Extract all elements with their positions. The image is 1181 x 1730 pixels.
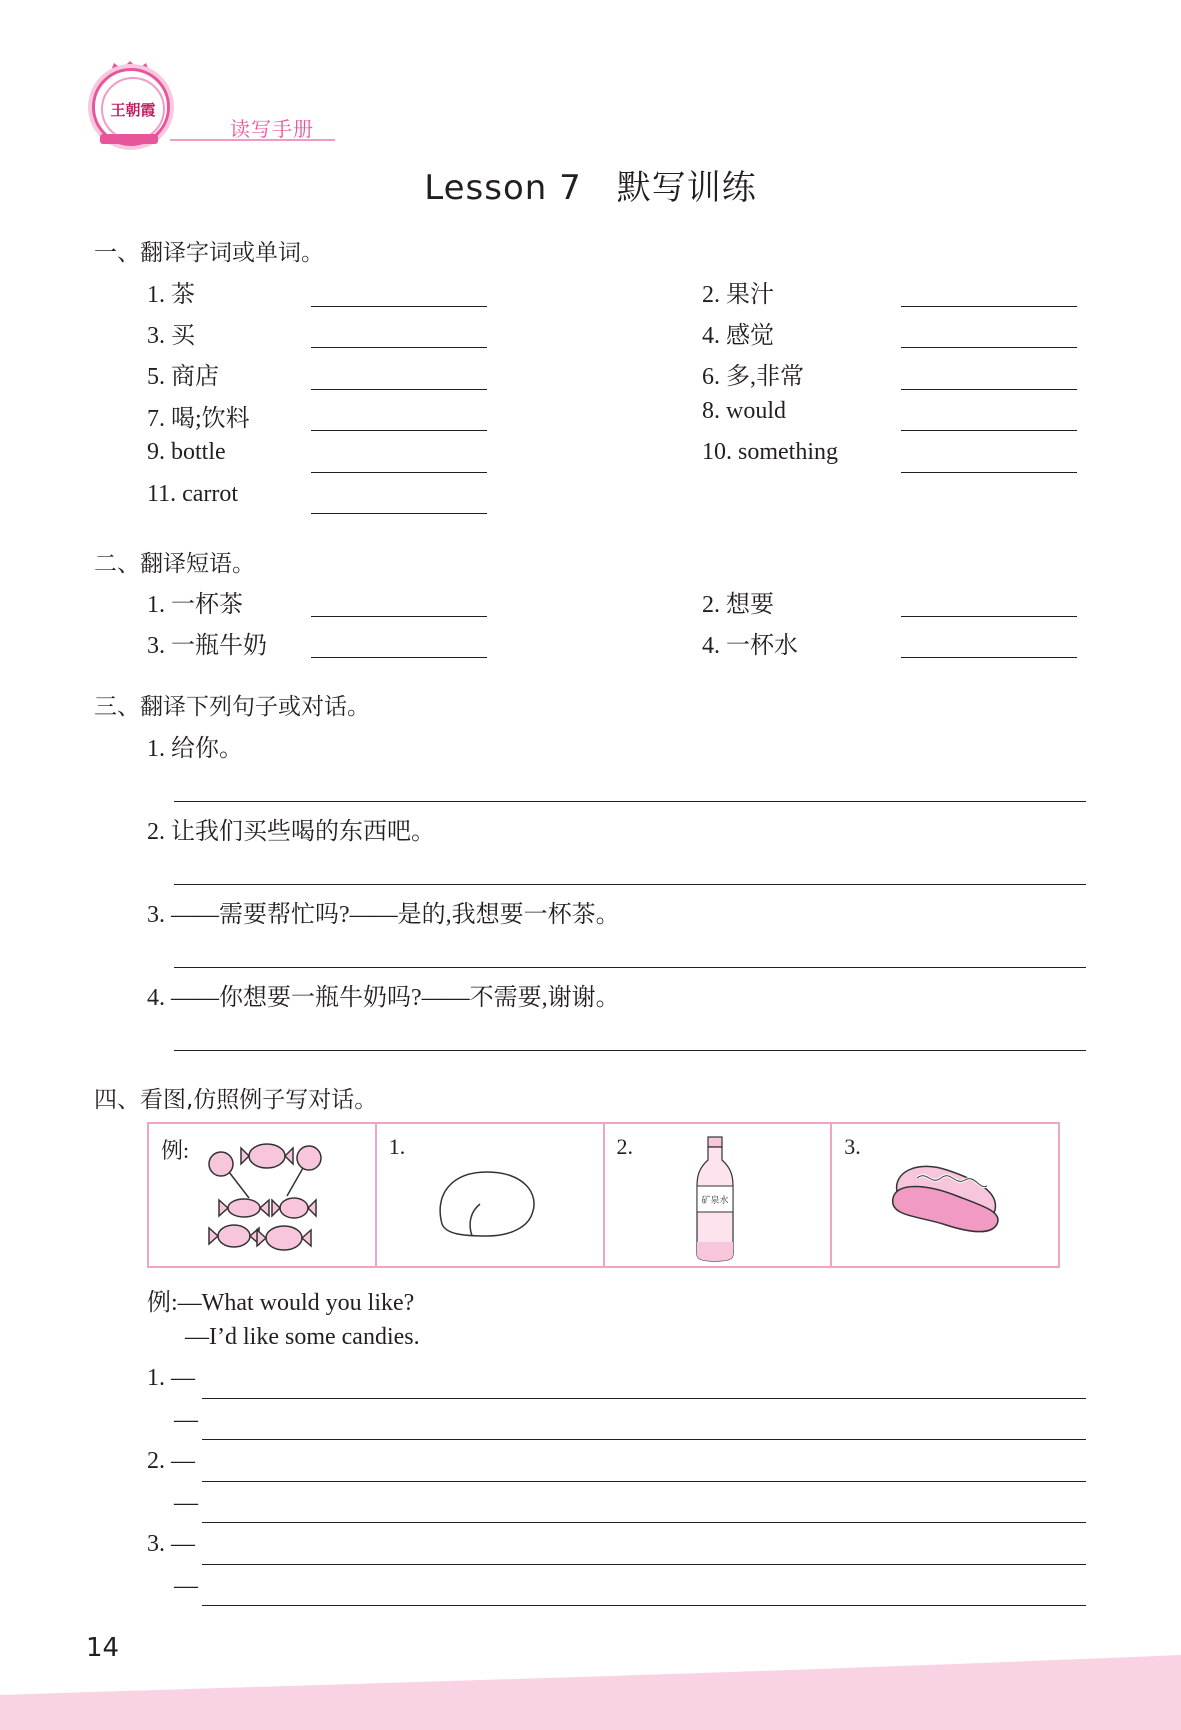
vocab-item: 5. 商店 bbox=[147, 364, 219, 390]
sentence-item: 3. ——需要帮忙吗?——是的,我想要一杯茶。 bbox=[147, 902, 620, 928]
example-dialogue: 例:—What would you like? bbox=[147, 1290, 415, 1316]
vocab-item: 2. 果汁 bbox=[702, 282, 774, 308]
answer-blank[interactable] bbox=[311, 472, 487, 473]
section-title: 一、翻译字词或单词。 bbox=[94, 240, 324, 266]
bread-icon bbox=[432, 1154, 542, 1244]
answer-blank[interactable] bbox=[311, 306, 487, 307]
picture-label: 例: bbox=[161, 1138, 190, 1163]
answer-blank[interactable] bbox=[901, 430, 1077, 431]
logo-ribbon bbox=[100, 134, 158, 144]
section-title: 三、翻译下列句子或对话。 bbox=[94, 694, 370, 720]
answer-blank[interactable] bbox=[901, 306, 1077, 307]
sentence-item: 4. ——你想要一瓶牛奶吗?——不需要,谢谢。 bbox=[147, 985, 620, 1011]
footer-band bbox=[0, 1655, 1181, 1730]
dialogue-number: 1. — bbox=[147, 1365, 195, 1391]
phrase-item: 3. 一瓶牛奶 bbox=[147, 633, 267, 659]
answer-line[interactable] bbox=[202, 1605, 1086, 1606]
picture-cell bbox=[605, 1124, 833, 1266]
answer-line[interactable] bbox=[174, 967, 1086, 968]
answer-blank[interactable] bbox=[311, 430, 487, 431]
answer-blank[interactable] bbox=[311, 657, 487, 658]
dialogue-dash: — bbox=[174, 1490, 198, 1516]
answer-blank[interactable] bbox=[901, 347, 1077, 348]
section-title: 二、翻译短语。 bbox=[94, 551, 255, 577]
answer-blank[interactable] bbox=[311, 513, 487, 514]
answer-blank[interactable] bbox=[901, 472, 1077, 473]
picture-label: 1. bbox=[388, 1134, 406, 1159]
dialogue-number: 3. — bbox=[147, 1531, 195, 1557]
answer-blank[interactable] bbox=[901, 657, 1077, 658]
answer-line[interactable] bbox=[202, 1564, 1086, 1565]
candies-icon bbox=[199, 1136, 329, 1256]
answer-blank[interactable] bbox=[901, 616, 1077, 617]
picture-cell bbox=[149, 1124, 377, 1266]
answer-blank[interactable] bbox=[311, 347, 487, 348]
picture-label: 3. bbox=[844, 1134, 861, 1159]
answer-line[interactable] bbox=[202, 1522, 1086, 1523]
picture-label: 2. bbox=[616, 1134, 633, 1159]
dialogue-number: 2. — bbox=[147, 1448, 195, 1474]
answer-line[interactable] bbox=[174, 1050, 1086, 1051]
answer-blank[interactable] bbox=[311, 616, 487, 617]
page-title: Lesson 7 默写训练 bbox=[424, 168, 757, 208]
phrase-item: 2. 想要 bbox=[702, 592, 774, 618]
hot-dog-icon bbox=[887, 1152, 1007, 1242]
picture-table bbox=[147, 1122, 1060, 1268]
answer-line[interactable] bbox=[174, 884, 1086, 885]
picture-cell bbox=[377, 1124, 605, 1266]
section-title: 四、看图,仿照例子写对话。 bbox=[94, 1087, 378, 1113]
logo-text: 王朝霞 bbox=[101, 77, 165, 141]
answer-line[interactable] bbox=[202, 1398, 1086, 1399]
vocab-item: 1. 茶 bbox=[147, 282, 195, 308]
answer-blank[interactable] bbox=[311, 389, 487, 390]
page-number: 14 bbox=[86, 1633, 120, 1663]
vocab-item: 3. 买 bbox=[147, 323, 195, 349]
example-answer: —I’d like some candies. bbox=[185, 1324, 420, 1350]
vocab-item: 10. something bbox=[702, 439, 838, 465]
picture-cell bbox=[832, 1124, 1058, 1266]
answer-line[interactable] bbox=[174, 801, 1086, 802]
answer-line[interactable] bbox=[202, 1439, 1086, 1440]
sentence-item: 1. 给你。 bbox=[147, 736, 243, 762]
vocab-item: 6. 多,非常 bbox=[702, 364, 804, 390]
vocab-item: 8. would bbox=[702, 398, 786, 424]
bottle-label-text: 矿泉水 bbox=[700, 1196, 729, 1206]
vocab-item: 11. carrot bbox=[147, 481, 239, 507]
vocab-item: 9. bottle bbox=[147, 439, 226, 465]
book-label: 读写手册 bbox=[230, 117, 314, 141]
dialogue-dash: — bbox=[174, 1573, 198, 1599]
answer-blank[interactable] bbox=[901, 389, 1077, 390]
water-bottle-icon bbox=[693, 1136, 737, 1262]
answer-line[interactable] bbox=[202, 1481, 1086, 1482]
phrase-item: 1. 一杯茶 bbox=[147, 592, 243, 618]
phrase-item: 4. 一杯水 bbox=[702, 633, 798, 659]
sentence-item: 2. 让我们买些喝的东西吧。 bbox=[147, 819, 435, 845]
vocab-item: 7. 喝;饮料 bbox=[147, 406, 250, 432]
dialogue-dash: — bbox=[174, 1407, 198, 1433]
vocab-item: 4. 感觉 bbox=[702, 323, 774, 349]
